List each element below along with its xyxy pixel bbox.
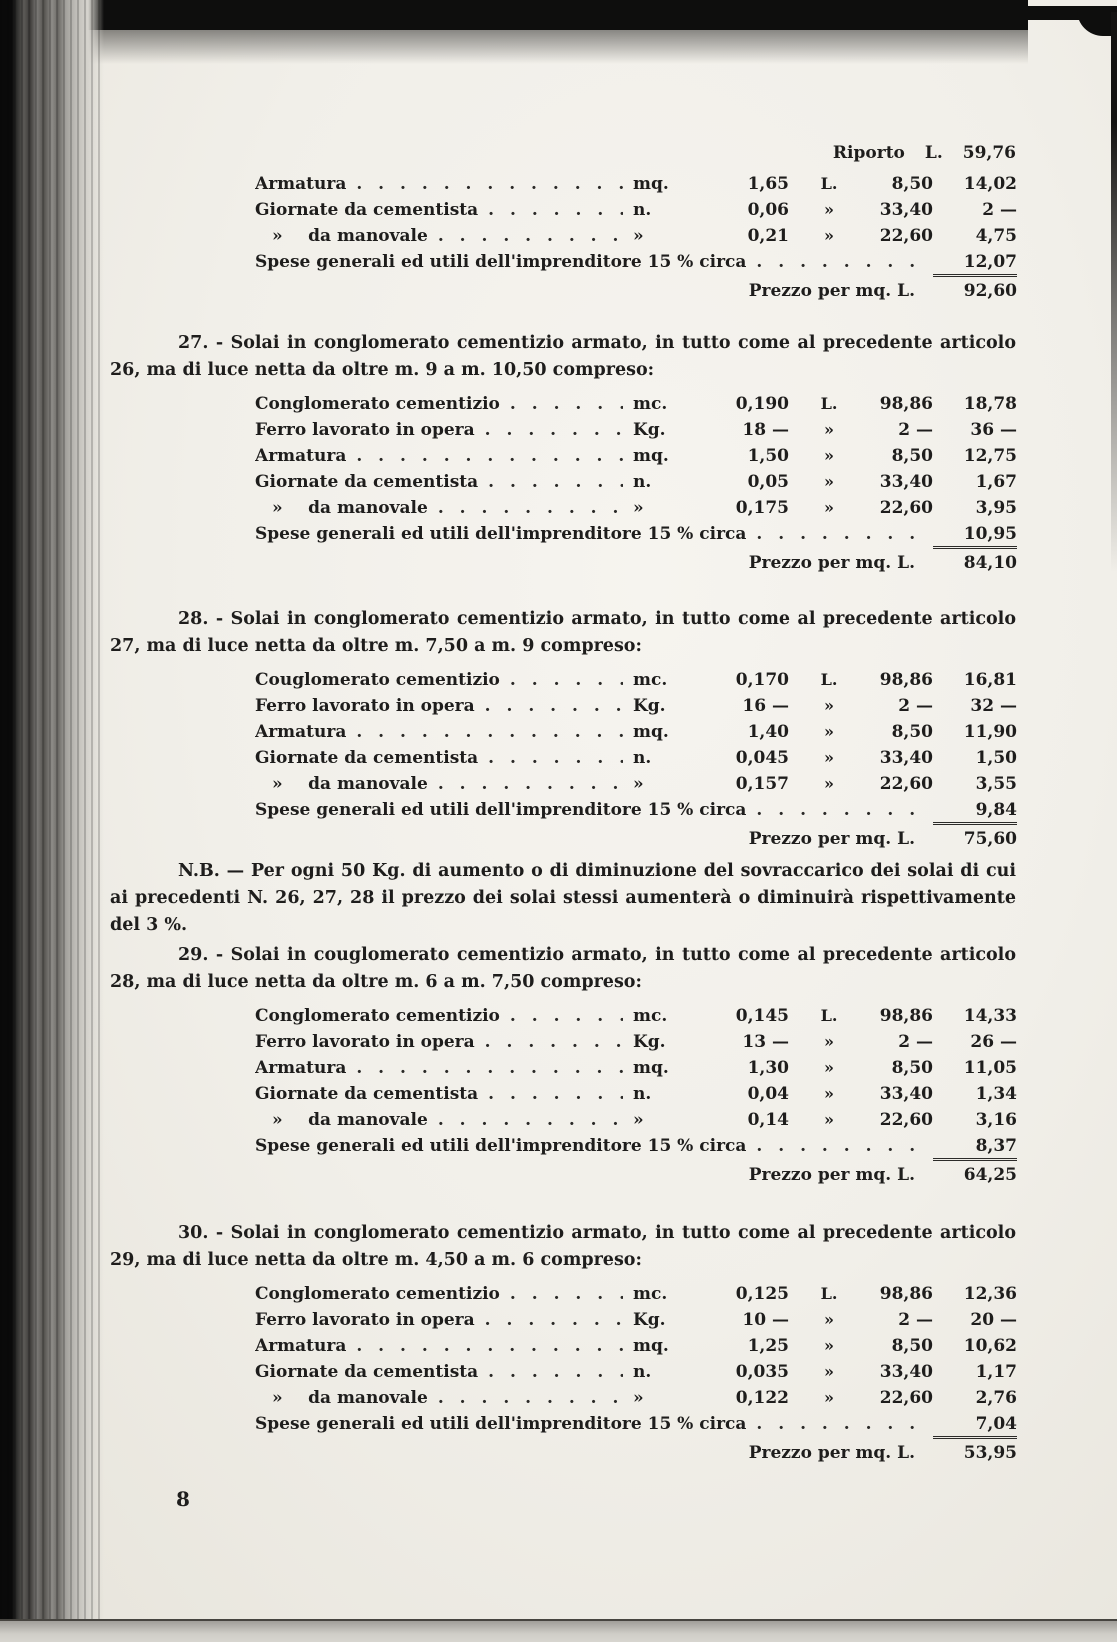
unit-of-measure: mq. xyxy=(633,446,669,466)
dot-leader xyxy=(438,495,623,521)
unit-price: 33,40 xyxy=(879,748,933,768)
amount: 11,05 xyxy=(963,1058,1017,1078)
quantity: 18 — xyxy=(742,420,789,440)
unit-of-measure: Kg. xyxy=(633,696,666,716)
total-row xyxy=(255,826,1017,852)
unit-price: 2 — xyxy=(898,420,933,440)
overhead-row xyxy=(255,1133,1017,1159)
dot-leader xyxy=(510,1281,623,1307)
item-label: » da manovale xyxy=(255,1110,428,1130)
total-label: Prezzo per mq. L. xyxy=(748,281,915,301)
cost-row xyxy=(255,1003,1017,1029)
amount: 12,75 xyxy=(963,446,1017,466)
total-amount: 64,25 xyxy=(963,1165,1017,1185)
total-row xyxy=(255,550,1017,576)
currency-mark: » xyxy=(824,748,834,767)
cost-row xyxy=(255,469,1017,495)
dot-leader xyxy=(438,771,623,797)
unit-of-measure: » xyxy=(633,498,644,518)
total-row xyxy=(255,278,1017,304)
amount: 1,67 xyxy=(975,472,1017,492)
amount: 10,62 xyxy=(963,1336,1017,1356)
quantity: 0,045 xyxy=(735,748,789,768)
unit-price: 8,50 xyxy=(891,1058,933,1078)
riporto-value: 59,76 xyxy=(962,143,1016,163)
dot-leader xyxy=(438,1107,623,1133)
cost-row-label-cell xyxy=(255,667,633,693)
unit-of-measure: mq. xyxy=(633,1058,669,1078)
total-label: Prezzo per mq. L. xyxy=(748,829,915,849)
currency-mark: L. xyxy=(820,1284,838,1303)
article-cost-table xyxy=(255,391,1017,576)
riporto-label: Riporto xyxy=(832,143,905,163)
total-label: Prezzo per mq. L. xyxy=(748,1443,915,1463)
overhead-row xyxy=(255,521,1017,547)
nb-note: N.B. — Per ogni 50 Kg. di aumento o di diminuzione del sovraccarico dei solai di cui ai precedenti N. 26, 27, 28 il prezzo dei solai stessi aumenterà o diminuirà rispettivamente del 3 %. xyxy=(110,861,1016,935)
item-label: Couglomerato cementizio xyxy=(255,670,500,690)
dot-leader xyxy=(488,1081,623,1107)
overhead-amount: 7,04 xyxy=(933,1413,1017,1439)
cost-row xyxy=(255,1029,1017,1055)
quantity: 10 — xyxy=(742,1310,789,1330)
currency-mark: » xyxy=(824,1084,834,1103)
unit-of-measure: n. xyxy=(633,472,652,492)
cost-row-label-cell xyxy=(255,693,633,719)
page-right-edge-shadow xyxy=(1111,12,1117,572)
currency-mark: L. xyxy=(820,394,838,413)
quantity: 1,30 xyxy=(747,1058,789,1078)
unit-price: 33,40 xyxy=(879,200,933,220)
cost-row xyxy=(255,1281,1017,1307)
quantity: 0,035 xyxy=(735,1362,789,1382)
dot-leader xyxy=(488,197,623,223)
amount: 20 — xyxy=(970,1310,1017,1330)
currency-mark: » xyxy=(824,1110,834,1129)
amount: 11,90 xyxy=(963,722,1017,742)
cost-row-label-cell xyxy=(255,1333,633,1359)
unit-of-measure: mc. xyxy=(633,1006,668,1026)
unit-of-measure: mc. xyxy=(633,1284,668,1304)
article-section xyxy=(110,606,1016,852)
currency-mark: L. xyxy=(820,670,838,689)
unit-of-measure: Kg. xyxy=(633,1032,666,1052)
item-label: Armatura xyxy=(255,174,347,194)
overhead-label-cell xyxy=(255,797,933,823)
overhead-row xyxy=(255,249,1017,275)
overhead-label-cell xyxy=(255,1133,933,1159)
item-label: Conglomerato cementizio xyxy=(255,1284,500,1304)
cost-row xyxy=(255,443,1017,469)
amount: 36 — xyxy=(970,420,1017,440)
dot-leader xyxy=(485,1307,623,1333)
amount: 2 — xyxy=(982,200,1017,220)
overhead-label: Spese generali ed utili dell'imprenditore 15 % circa xyxy=(255,524,747,544)
overhead-label-cell xyxy=(255,1411,933,1437)
currency-mark: L. xyxy=(820,1006,838,1025)
quantity: 0,157 xyxy=(735,774,789,794)
item-label: » da manovale xyxy=(255,774,428,794)
currency-mark: » xyxy=(824,1058,834,1077)
currency-mark: » xyxy=(824,420,834,439)
cost-row-label-cell xyxy=(255,417,633,443)
cost-row xyxy=(255,223,1017,249)
currency-mark: » xyxy=(824,1310,834,1329)
dot-leader xyxy=(485,1029,623,1055)
unit-price: 98,86 xyxy=(879,394,933,414)
amount: 26 — xyxy=(970,1032,1017,1052)
item-label: Giornate da cementista xyxy=(255,200,479,220)
unit-price: 8,50 xyxy=(891,1336,933,1356)
item-label: Armatura xyxy=(255,722,347,742)
quantity: 13 — xyxy=(742,1032,789,1052)
currency-mark: » xyxy=(824,1032,834,1051)
cost-row-label-cell xyxy=(255,495,633,521)
article-section xyxy=(110,1220,1016,1466)
cost-row-label-cell xyxy=(255,197,633,223)
cost-row xyxy=(255,719,1017,745)
cost-row-label-cell xyxy=(255,1385,633,1411)
article-heading: 28. - Solai in conglomerato cementizio armato, in tutto come al precedente articolo 27, ma di luce netta da oltre m. 7,50 a m. 9 compreso: xyxy=(110,609,1016,656)
cost-row-label-cell xyxy=(255,1003,633,1029)
amount: 4,75 xyxy=(975,226,1017,246)
quantity: 0,122 xyxy=(735,1388,789,1408)
overhead-label: Spese generali ed utili dell'imprenditore 15 % circa xyxy=(255,252,747,272)
dot-leader xyxy=(356,171,623,197)
dot-leader xyxy=(488,745,623,771)
scan-top-border-thick xyxy=(0,0,1028,30)
item-label: Ferro lavorato in opera xyxy=(255,420,475,440)
cost-row-label-cell xyxy=(255,771,633,797)
quantity: 1,25 xyxy=(747,1336,789,1356)
overhead-row xyxy=(255,1411,1017,1437)
cost-row xyxy=(255,1107,1017,1133)
overhead-amount: 12,07 xyxy=(933,251,1017,277)
cost-row-label-cell xyxy=(255,1307,633,1333)
amount: 1,34 xyxy=(975,1084,1017,1104)
currency-mark: » xyxy=(824,1362,834,1381)
item-label: Giornate da cementista xyxy=(255,748,479,768)
quantity: 0,190 xyxy=(735,394,789,414)
article-section xyxy=(110,942,1016,1188)
dot-leader xyxy=(756,249,923,275)
overhead-label-cell xyxy=(255,521,933,547)
cost-row-label-cell xyxy=(255,1107,633,1133)
item-label: » da manovale xyxy=(255,498,428,518)
unit-price: 2 — xyxy=(898,1032,933,1052)
quantity: 1,40 xyxy=(747,722,789,742)
total-row xyxy=(255,1440,1017,1466)
cost-row-label-cell xyxy=(255,171,633,197)
quantity: 0,145 xyxy=(735,1006,789,1026)
amount: 2,76 xyxy=(975,1388,1017,1408)
item-label: Armatura xyxy=(255,1336,347,1356)
total-amount: 53,95 xyxy=(963,1443,1017,1463)
cost-row xyxy=(255,391,1017,417)
article-heading: 30. - Solai in conglomerato cementizio armato, in tutto come al precedente articolo 29, ma di luce netta da oltre m. 4,50 a m. 6 compreso: xyxy=(110,1223,1016,1270)
overhead-amount: 8,37 xyxy=(933,1135,1017,1161)
overhead-amount: 9,84 xyxy=(933,799,1017,825)
currency-mark: » xyxy=(824,472,834,491)
amount: 14,33 xyxy=(963,1006,1017,1026)
unit-of-measure: n. xyxy=(633,1362,652,1382)
unit-of-measure: mc. xyxy=(633,670,668,690)
unit-price: 22,60 xyxy=(879,1388,933,1408)
quantity: 0,21 xyxy=(747,226,789,246)
unit-price: 98,86 xyxy=(879,1006,933,1026)
unit-price: 2 — xyxy=(898,696,933,716)
unit-of-measure: mq. xyxy=(633,722,669,742)
unit-of-measure: » xyxy=(633,774,644,794)
cost-row-label-cell xyxy=(255,443,633,469)
cost-row-label-cell xyxy=(255,719,633,745)
cost-row xyxy=(255,1359,1017,1385)
cost-row xyxy=(255,1081,1017,1107)
cost-row-label-cell xyxy=(255,1029,633,1055)
article-cost-table xyxy=(255,1003,1017,1188)
cost-row xyxy=(255,693,1017,719)
dot-leader xyxy=(356,1333,623,1359)
unit-price: 22,60 xyxy=(879,1110,933,1130)
book-binding-shadow xyxy=(0,0,104,1642)
quantity: 1,65 xyxy=(747,174,789,194)
item-label: Conglomerato cementizio xyxy=(255,394,500,414)
total-label: Prezzo per mq. L. xyxy=(748,1165,915,1185)
unit-of-measure: mq. xyxy=(633,1336,669,1356)
item-label: Giornate da cementista xyxy=(255,1362,479,1382)
item-label: Ferro lavorato in opera xyxy=(255,1310,475,1330)
total-amount: 84,10 xyxy=(963,553,1017,573)
cost-row xyxy=(255,171,1017,197)
scan-top-shadow xyxy=(0,30,1028,64)
cost-row xyxy=(255,745,1017,771)
cost-row xyxy=(255,1307,1017,1333)
unit-price: 8,50 xyxy=(891,722,933,742)
quantity: 0,170 xyxy=(735,670,789,690)
quantity: 0,175 xyxy=(735,498,789,518)
unit-price: 8,50 xyxy=(891,446,933,466)
cost-row xyxy=(255,771,1017,797)
item-label: Armatura xyxy=(255,446,347,466)
cost-row-label-cell xyxy=(255,1081,633,1107)
unit-of-measure: » xyxy=(633,1110,644,1130)
unit-of-measure: mc. xyxy=(633,394,668,414)
currency-mark: » xyxy=(824,1388,834,1407)
unit-price: 98,86 xyxy=(879,670,933,690)
quantity: 0,04 xyxy=(747,1084,789,1104)
amount: 12,36 xyxy=(963,1284,1017,1304)
item-label: Ferro lavorato in opera xyxy=(255,1032,475,1052)
unit-of-measure: » xyxy=(633,226,644,246)
dot-leader xyxy=(356,1055,623,1081)
amount: 16,81 xyxy=(963,670,1017,690)
unit-of-measure: n. xyxy=(633,200,652,220)
dot-leader xyxy=(510,667,623,693)
dot-leader xyxy=(356,443,623,469)
unit-of-measure: Kg. xyxy=(633,1310,666,1330)
overhead-label: Spese generali ed utili dell'imprenditore 15 % circa xyxy=(255,1414,747,1434)
unit-price: 22,60 xyxy=(879,774,933,794)
quantity: 0,14 xyxy=(747,1110,789,1130)
article-heading: 29. - Solai in couglomerato cementizio armato, in tutto come al precedente articolo 28, ma di luce netta da oltre m. 6 a m. 7,50 compreso: xyxy=(110,945,1016,992)
dot-leader xyxy=(356,719,623,745)
overhead-amount: 10,95 xyxy=(933,523,1017,549)
currency-mark: » xyxy=(824,226,834,245)
unit-price: 98,86 xyxy=(879,1284,933,1304)
currency-mark: » xyxy=(824,722,834,741)
item-label: Conglomerato cementizio xyxy=(255,1006,500,1026)
cost-row xyxy=(255,1333,1017,1359)
currency-mark: » xyxy=(824,774,834,793)
cost-row-label-cell xyxy=(255,1055,633,1081)
amount: 3,16 xyxy=(975,1110,1017,1130)
amount: 14,02 xyxy=(963,174,1017,194)
dot-leader xyxy=(756,797,923,823)
unit-price: 8,50 xyxy=(891,174,933,194)
quantity: 16 — xyxy=(742,696,789,716)
amount: 32 — xyxy=(970,696,1017,716)
article-cost-table xyxy=(255,1281,1017,1466)
article-section xyxy=(110,330,1016,576)
cost-row-label-cell xyxy=(255,1281,633,1307)
overhead-row xyxy=(255,797,1017,823)
currency-mark: » xyxy=(824,1336,834,1355)
dot-leader xyxy=(485,417,623,443)
unit-of-measure: n. xyxy=(633,1084,652,1104)
currency-mark: » xyxy=(824,446,834,465)
cost-row-label-cell xyxy=(255,223,633,249)
dot-leader xyxy=(438,1385,623,1411)
article-cost-table xyxy=(255,667,1017,852)
unit-price: 22,60 xyxy=(879,226,933,246)
quantity: 0,125 xyxy=(735,1284,789,1304)
cost-row-label-cell xyxy=(255,745,633,771)
riporto-currency: L. xyxy=(924,143,943,163)
cost-row xyxy=(255,1385,1017,1411)
unit-price: 33,40 xyxy=(879,1362,933,1382)
dot-leader xyxy=(488,1359,623,1385)
cost-row xyxy=(255,667,1017,693)
unit-price: 22,60 xyxy=(879,498,933,518)
amount: 1,17 xyxy=(975,1362,1017,1382)
cost-row xyxy=(255,1055,1017,1081)
amount: 3,55 xyxy=(975,774,1017,794)
total-row xyxy=(255,1162,1017,1188)
cost-row-label-cell xyxy=(255,469,633,495)
dot-leader xyxy=(756,1133,923,1159)
dot-leader xyxy=(488,469,623,495)
unit-price: 33,40 xyxy=(879,1084,933,1104)
total-amount: 75,60 xyxy=(963,829,1017,849)
dot-leader xyxy=(510,391,623,417)
quantity: 1,50 xyxy=(747,446,789,466)
overhead-label: Spese generali ed utili dell'imprenditore 15 % circa xyxy=(255,1136,747,1156)
cost-row-label-cell xyxy=(255,1359,633,1385)
dot-leader xyxy=(756,1411,923,1437)
unit-of-measure: » xyxy=(633,1388,644,1408)
currency-mark: » xyxy=(824,498,834,517)
cost-row-label-cell xyxy=(255,391,633,417)
currency-mark: L. xyxy=(820,174,838,193)
dot-leader xyxy=(756,521,923,547)
quantity: 0,05 xyxy=(747,472,789,492)
amount: 3,95 xyxy=(975,498,1017,518)
amount: 18,78 xyxy=(963,394,1017,414)
item-label: Ferro lavorato in opera xyxy=(255,696,475,716)
cost-row xyxy=(255,495,1017,521)
dot-leader xyxy=(510,1003,623,1029)
cost-row xyxy=(255,417,1017,443)
item-label: Giornate da cementista xyxy=(255,472,479,492)
item-label: Giornate da cementista xyxy=(255,1084,479,1104)
amount: 1,50 xyxy=(975,748,1017,768)
currency-mark: » xyxy=(824,200,834,219)
dot-leader xyxy=(485,693,623,719)
riporto-line xyxy=(0,140,1016,166)
page-number: 8 xyxy=(176,1487,190,1511)
total-amount: 92,60 xyxy=(963,281,1017,301)
overhead-label-cell xyxy=(255,249,933,275)
unit-price: 33,40 xyxy=(879,472,933,492)
carryover-cost-table xyxy=(255,171,1017,304)
unit-of-measure: mq. xyxy=(633,174,669,194)
item-label: » da manovale xyxy=(255,1388,428,1408)
dot-leader xyxy=(438,223,623,249)
unit-price: 2 — xyxy=(898,1310,933,1330)
quantity: 0,06 xyxy=(747,200,789,220)
overhead-label: Spese generali ed utili dell'imprenditore 15 % circa xyxy=(255,800,747,820)
article-heading: 27. - Solai in conglomerato cementizio armato, in tutto come al precedente articolo 26, ma di luce netta da oltre m. 9 a m. 10,50 compreso: xyxy=(110,333,1016,380)
item-label: Armatura xyxy=(255,1058,347,1078)
unit-of-measure: Kg. xyxy=(633,420,666,440)
scan-bottom-edge xyxy=(0,1619,1117,1642)
unit-of-measure: n. xyxy=(633,748,652,768)
item-label: » da manovale xyxy=(255,226,428,246)
cost-row xyxy=(255,197,1017,223)
currency-mark: » xyxy=(824,696,834,715)
total-label: Prezzo per mq. L. xyxy=(748,553,915,573)
